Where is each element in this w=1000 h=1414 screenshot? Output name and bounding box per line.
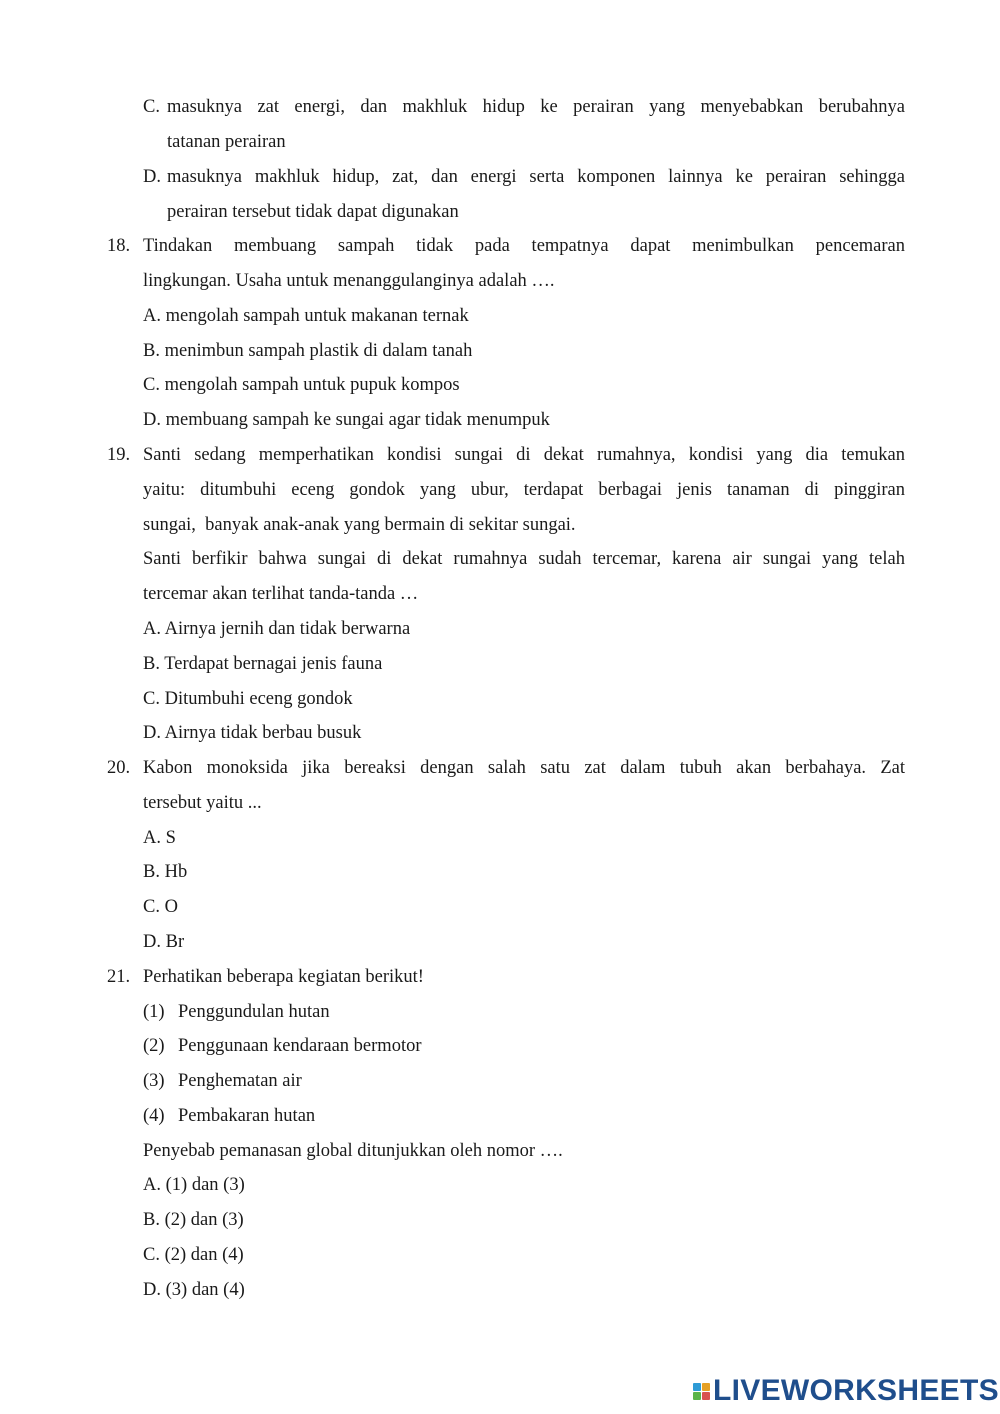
q21-number: 21. bbox=[107, 967, 131, 987]
liveworksheets-logo[interactable] bbox=[693, 1374, 999, 1408]
liveworksheets-logo-icon bbox=[693, 1383, 710, 1400]
q21-item-2 bbox=[143, 1034, 422, 1058]
q19-option-a-text: Airnya jernih dan tidak berwarna bbox=[164, 619, 411, 639]
q21-item-4-number: (4) bbox=[143, 1106, 165, 1126]
q20-option-a-letter: A. bbox=[143, 828, 161, 848]
q21-option-d-text: (3) dan (4) bbox=[165, 1280, 245, 1300]
logo-square-4 bbox=[702, 1392, 710, 1400]
q18-option-a-letter: A. bbox=[143, 306, 161, 326]
q21-option-d-letter: D. bbox=[143, 1280, 161, 1300]
q19-stem-line1: Santi sedang memperhatikan kondisi sungai di dekat rumahnya, kondisi yang dia temukan bbox=[143, 445, 905, 465]
q19-option-a bbox=[143, 617, 410, 641]
q19-option-a-letter: A. bbox=[143, 619, 161, 639]
q19-stem-line4: Santi berfikir bahwa sungai di dekat rumahnya sudah tercemar, karena air sungai yang telah bbox=[143, 549, 905, 569]
q21-option-c-text: (2) dan (4) bbox=[164, 1245, 244, 1265]
q18-option-b-text: menimbun sampah plastik di dalam tanah bbox=[164, 341, 473, 361]
liveworksheets-logo-text: LIVEWORKSHEETS bbox=[713, 1374, 999, 1407]
q19-option-d bbox=[143, 721, 361, 745]
q18-option-c bbox=[143, 373, 460, 397]
q19-option-b bbox=[143, 652, 382, 676]
q19-option-c-text: Ditumbuhi eceng gondok bbox=[164, 689, 353, 709]
logo-square-3 bbox=[693, 1392, 701, 1400]
q17-option-d-line2: perairan tersebut tidak dapat digunakan bbox=[167, 202, 459, 222]
q17-option-d-text: masuknya makhluk hidup, zat, dan energi serta komponen lainnya ke perairan sehingga bbox=[167, 167, 905, 187]
q20-option-a bbox=[143, 826, 176, 850]
q20-option-c-letter: C. bbox=[143, 897, 160, 917]
q21-option-a-letter: A. bbox=[143, 1175, 161, 1195]
q20-option-d-letter: D. bbox=[143, 932, 161, 952]
q21-option-b bbox=[143, 1208, 244, 1232]
q17-option-c-line1 bbox=[143, 95, 905, 119]
q21-item-1 bbox=[143, 1000, 330, 1024]
q21-option-c-letter: C. bbox=[143, 1245, 160, 1265]
q21-item-1-text: Penggundulan hutan bbox=[178, 1002, 330, 1022]
q21-item-3 bbox=[143, 1069, 302, 1093]
q21-item-4 bbox=[143, 1104, 315, 1128]
q18-option-c-text: mengolah sampah untuk pupuk kompos bbox=[164, 375, 460, 395]
q21-question: Penyebab pemanasan global ditunjukkan oleh nomor …. bbox=[143, 1141, 563, 1161]
q21-item-4-text: Pembakaran hutan bbox=[178, 1106, 316, 1126]
q17-option-d-line1 bbox=[143, 165, 905, 189]
q20-option-c-text: O bbox=[164, 897, 178, 917]
q21-item-3-text: Penghematan air bbox=[178, 1071, 302, 1091]
q18-option-d bbox=[143, 408, 550, 432]
q18-stem-line2: lingkungan. Usaha untuk menanggulanginya adalah …. bbox=[143, 271, 555, 291]
q18-option-d-text: membuang sampah ke sungai agar tidak menumpuk bbox=[165, 410, 550, 430]
q18-stem-line1: Tindakan membuang sampah tidak pada tempatnya dapat menimbulkan pencemaran bbox=[143, 236, 905, 256]
q21-option-a bbox=[143, 1173, 245, 1197]
q19-option-b-text: Terdapat bernagai jenis fauna bbox=[164, 654, 383, 674]
q18-option-a bbox=[143, 304, 469, 328]
q21-item-3-number: (3) bbox=[143, 1071, 165, 1091]
q20-option-a-text: S bbox=[165, 828, 176, 848]
q20-option-c bbox=[143, 895, 178, 919]
q21-option-d bbox=[143, 1278, 245, 1302]
q20-stem-line2: tersebut yaitu ... bbox=[143, 793, 262, 813]
q19-option-d-text: Airnya tidak berbau busuk bbox=[164, 723, 362, 743]
q19-option-b-letter: B. bbox=[143, 654, 160, 674]
q21-option-b-text: (2) dan (3) bbox=[164, 1210, 244, 1230]
q17-option-d-letter: D. bbox=[143, 167, 161, 187]
q19-option-c-letter: C. bbox=[143, 689, 160, 709]
logo-square-1 bbox=[693, 1383, 701, 1391]
q19-option-c bbox=[143, 687, 353, 711]
q17-option-c-text: masuknya zat energi, dan makhluk hidup ke perairan yang menyebabkan berubahnya bbox=[167, 97, 905, 117]
q21-intro: Perhatikan beberapa kegiatan berikut! bbox=[143, 967, 424, 987]
q18-option-b-letter: B. bbox=[143, 341, 160, 361]
logo-square-2 bbox=[702, 1383, 710, 1391]
q17-option-c-letter: C. bbox=[143, 97, 160, 117]
q18-option-a-text: mengolah sampah untuk makanan ternak bbox=[165, 306, 469, 326]
q18-number: 18. bbox=[107, 236, 131, 256]
q21-option-a-text: (1) dan (3) bbox=[165, 1175, 245, 1195]
q19-stem-line5: tercemar akan terlihat tanda-tanda … bbox=[143, 584, 419, 604]
q21-item-1-number: (1) bbox=[143, 1002, 165, 1022]
q19-stem-line3: sungai, banyak anak-anak yang bermain di sekitar sungai. bbox=[143, 515, 576, 535]
q18-option-b bbox=[143, 339, 472, 363]
q21-item-2-number: (2) bbox=[143, 1036, 165, 1056]
q18-option-d-letter: D. bbox=[143, 410, 161, 430]
q21-option-b-letter: B. bbox=[143, 1210, 160, 1230]
q17-option-c-line2: tatanan perairan bbox=[167, 132, 286, 152]
q20-option-b bbox=[143, 860, 187, 884]
q20-number: 20. bbox=[107, 758, 131, 778]
q20-stem-line1: Kabon monoksida jika bereaksi dengan salah satu zat dalam tubuh akan berbahaya. Zat bbox=[143, 758, 905, 778]
q21-item-2-text: Penggunaan kendaraan bermotor bbox=[178, 1036, 422, 1056]
q20-option-b-text: Hb bbox=[164, 862, 188, 882]
q19-number: 19. bbox=[107, 445, 131, 465]
q19-stem-line2: yaitu: ditumbuhi eceng gondok yang ubur, terdapat berbagai jenis tanaman di pinggiran bbox=[143, 480, 905, 500]
q20-option-d bbox=[143, 930, 184, 954]
q19-option-d-letter: D. bbox=[143, 723, 161, 743]
q20-option-b-letter: B. bbox=[143, 862, 160, 882]
q21-option-c bbox=[143, 1243, 244, 1267]
q20-option-d-text: Br bbox=[165, 932, 185, 952]
q18-option-c-letter: C. bbox=[143, 375, 160, 395]
